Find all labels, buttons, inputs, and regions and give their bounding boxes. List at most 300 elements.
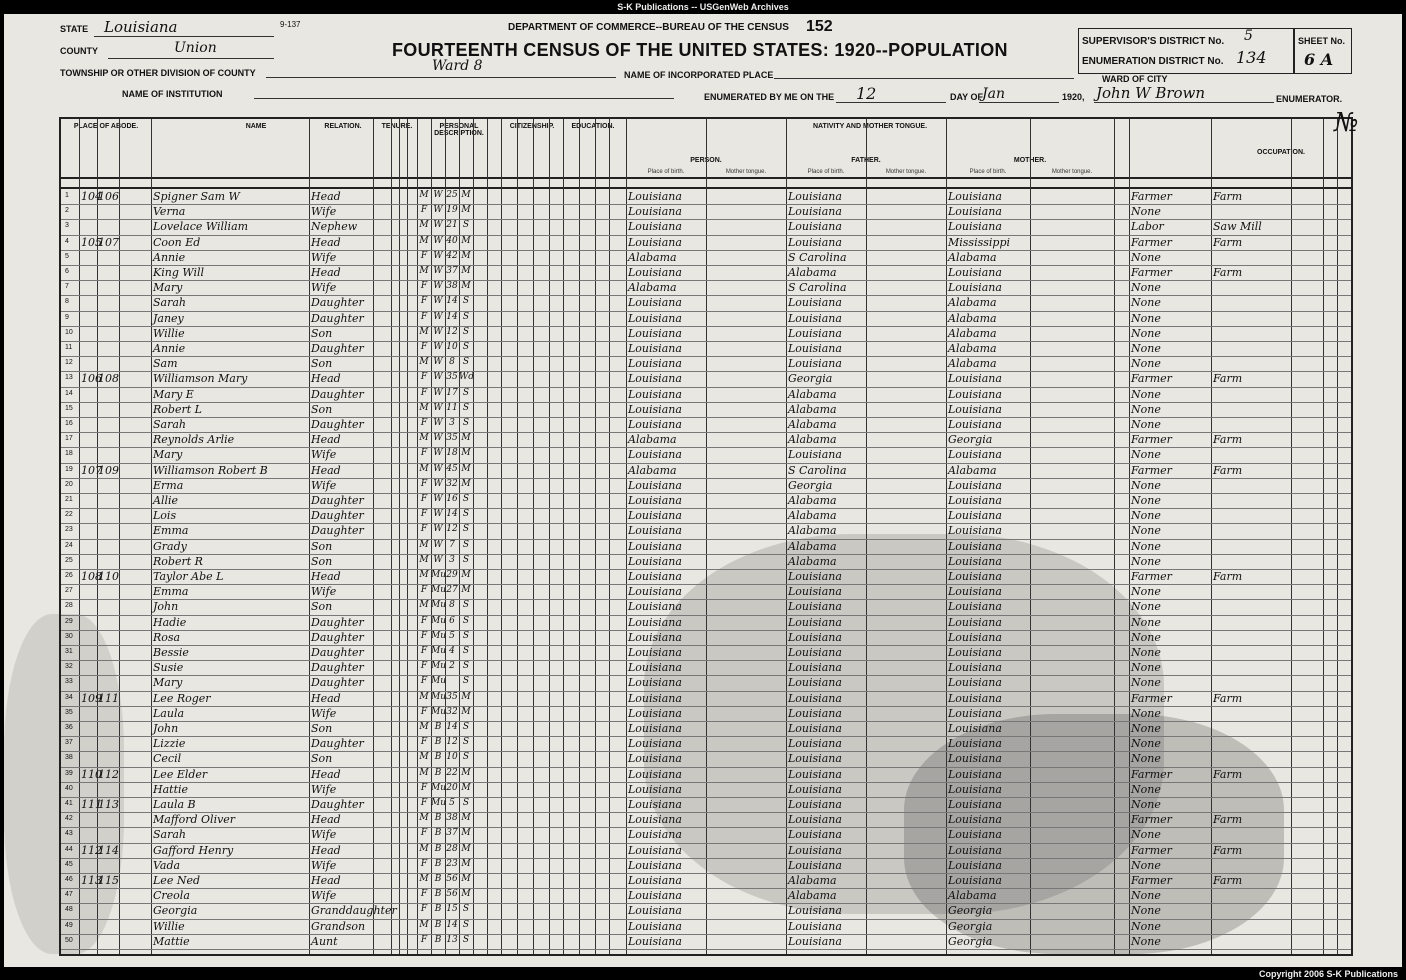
cell-mpob: Louisiana bbox=[948, 676, 1002, 690]
cell-mpob: Louisiana bbox=[948, 813, 1002, 827]
cell-race: Mu bbox=[431, 600, 447, 611]
cell-ms: S bbox=[462, 296, 470, 307]
cell-occ: Farmer bbox=[1131, 691, 1172, 705]
cell-mpob: Louisiana bbox=[948, 418, 1002, 431]
cell-fpob: Louisiana bbox=[788, 843, 842, 857]
cell-race: Mu bbox=[431, 798, 447, 808]
cell-occ: None bbox=[1131, 205, 1161, 219]
form-number: 9-137 bbox=[280, 20, 301, 29]
group-citizenship: CITIZENSHIP. bbox=[509, 123, 555, 130]
cell-sex: F bbox=[420, 798, 428, 808]
person-tongue-label: Mother tongue. bbox=[725, 169, 767, 175]
cell-fpob: Louisiana bbox=[788, 737, 842, 751]
cell-pob: Alabama bbox=[628, 433, 677, 447]
cell-fam: 109 bbox=[98, 463, 119, 477]
line-number: 4 bbox=[65, 237, 69, 245]
cell-name: Sam bbox=[153, 357, 178, 371]
cell-name: Willie bbox=[153, 919, 185, 933]
cell-sex: F bbox=[420, 205, 428, 216]
cell-rel: Son bbox=[311, 722, 333, 735]
cell-name: Mattie bbox=[153, 934, 190, 948]
cell-pob: Louisiana bbox=[628, 311, 682, 325]
cell-age: 3 bbox=[449, 418, 455, 428]
cell-fpob: S Carolina bbox=[788, 250, 847, 264]
cell-age: 6 bbox=[449, 615, 455, 626]
cell-fpob: Louisiana bbox=[788, 676, 842, 690]
cell-fpob: S Carolina bbox=[788, 463, 847, 477]
cell-age: 7 bbox=[449, 539, 455, 550]
line-number: 21 bbox=[65, 496, 73, 503]
cell-ind: Farm bbox=[1213, 235, 1243, 249]
cell-ms: S bbox=[462, 539, 470, 550]
cell-age: 12 bbox=[446, 524, 458, 535]
cell-age: 12 bbox=[446, 326, 458, 337]
cell-sex: M bbox=[419, 190, 429, 200]
cell-occ: None bbox=[1131, 326, 1161, 340]
cell-race: B bbox=[434, 722, 442, 732]
cell-pob: Louisiana bbox=[628, 524, 682, 538]
cell-mpob: Louisiana bbox=[948, 782, 1002, 796]
cell-rel: Daughter bbox=[311, 296, 364, 310]
cell-name: Lizzie bbox=[153, 737, 186, 751]
cell-occ: None bbox=[1131, 478, 1161, 492]
cell-pob: Louisiana bbox=[628, 722, 682, 735]
cell-name: Mary bbox=[153, 448, 183, 462]
cell-ms: S bbox=[462, 494, 470, 504]
cell-occ: None bbox=[1131, 752, 1161, 766]
line-number: 30 bbox=[65, 632, 73, 640]
cell-age: 14 bbox=[446, 919, 458, 930]
cell-race: W bbox=[433, 509, 443, 520]
line-number: 28 bbox=[65, 602, 73, 610]
cell-occ: None bbox=[1131, 706, 1161, 720]
cell-age: 17 bbox=[446, 387, 458, 398]
cell-rel: Daughter bbox=[311, 798, 364, 811]
cell-age: 18 bbox=[446, 448, 458, 459]
enumerator-label: ENUMERATOR. bbox=[1276, 94, 1343, 104]
cell-pob: Louisiana bbox=[628, 448, 682, 462]
cell-ind: Farm bbox=[1213, 433, 1243, 447]
cell-occ: None bbox=[1131, 585, 1161, 599]
cell-ms: S bbox=[462, 661, 470, 672]
cell-fpob: Alabama bbox=[788, 889, 837, 903]
cell-age: 45 bbox=[446, 463, 458, 474]
cell-name: Lovelace William bbox=[153, 220, 249, 234]
cell-sex: M bbox=[419, 874, 429, 884]
cell-dw: 105 bbox=[81, 235, 102, 249]
cell-race: W bbox=[433, 235, 443, 246]
institution-label: NAME OF INSTITUTION bbox=[122, 89, 223, 99]
line-number: 13 bbox=[65, 374, 73, 382]
cell-sex: F bbox=[420, 296, 428, 307]
cell-ind: Farm bbox=[1213, 372, 1243, 386]
cell-sex: F bbox=[420, 448, 428, 459]
cell-occ: None bbox=[1131, 630, 1161, 644]
cell-mpob: Louisiana bbox=[948, 585, 1002, 599]
cell-pob: Louisiana bbox=[628, 326, 682, 340]
cell-rel: Daughter bbox=[311, 737, 364, 751]
cell-mpob: Alabama bbox=[948, 889, 997, 903]
cell-ms: M bbox=[461, 858, 471, 869]
cell-pob: Louisiana bbox=[628, 646, 682, 659]
line-number: 40 bbox=[65, 784, 73, 792]
cell-fpob: Louisiana bbox=[788, 828, 842, 842]
cell-pob: Louisiana bbox=[628, 478, 682, 492]
cell-name: Lee Elder bbox=[153, 767, 208, 781]
enumerated-day: 12 bbox=[856, 84, 877, 103]
line-number: 26 bbox=[65, 572, 73, 579]
cell-name: Cecil bbox=[153, 752, 182, 766]
cell-ms: S bbox=[462, 311, 470, 322]
cell-occ: None bbox=[1131, 798, 1161, 811]
cell-race: W bbox=[433, 372, 443, 383]
cell-mpob: Louisiana bbox=[948, 387, 1002, 401]
group-father: FATHER. bbox=[851, 157, 881, 164]
group-education: EDUCATION. bbox=[571, 123, 615, 130]
cell-mpob: Louisiana bbox=[948, 524, 1002, 538]
cell-sex: F bbox=[420, 630, 428, 641]
cell-fpob: Alabama bbox=[788, 402, 837, 416]
cell-name: Sarah bbox=[153, 296, 186, 310]
margin-mark: № bbox=[1334, 108, 1359, 138]
cell-fpob: Louisiana bbox=[788, 342, 842, 355]
column-rule bbox=[563, 119, 564, 954]
cell-name: Robert L bbox=[153, 402, 202, 416]
cell-rel: Granddaughter bbox=[311, 904, 397, 918]
enumerated-month: Jan bbox=[982, 86, 1005, 102]
cell-name: Creola bbox=[153, 889, 190, 903]
cell-fpob: Alabama bbox=[788, 266, 837, 279]
line-number: 43 bbox=[65, 830, 73, 838]
cell-sex: F bbox=[420, 828, 428, 839]
township-label: TOWNSHIP OR OTHER DIVISION OF COUNTY bbox=[60, 68, 256, 78]
cell-name: Bessie bbox=[153, 646, 189, 659]
cell-rel: Wife bbox=[311, 478, 337, 492]
line-number: 44 bbox=[65, 845, 73, 853]
cell-ind: Farm bbox=[1213, 691, 1243, 705]
cell-name: Annie bbox=[153, 342, 186, 355]
cell-rel: Wife bbox=[311, 782, 337, 796]
cell-rel: Son bbox=[311, 554, 333, 568]
cell-pob: Louisiana bbox=[628, 904, 682, 918]
cell-race: B bbox=[434, 858, 442, 869]
cell-occ: None bbox=[1131, 782, 1161, 796]
cell-sex: M bbox=[419, 433, 429, 444]
cell-rel: Daughter bbox=[311, 524, 364, 538]
column-rule bbox=[1030, 119, 1031, 954]
cell-ind: Farm bbox=[1213, 813, 1243, 827]
cell-race: W bbox=[433, 357, 443, 368]
cell-race: B bbox=[434, 767, 442, 778]
cell-pob: Louisiana bbox=[628, 615, 682, 629]
cell-age: 14 bbox=[446, 311, 458, 322]
cell-fpob: Alabama bbox=[788, 874, 837, 887]
cell-ms: M bbox=[461, 828, 471, 839]
cell-pob: Louisiana bbox=[628, 570, 682, 583]
line-number: 24 bbox=[65, 541, 73, 549]
county-label: COUNTY bbox=[60, 46, 98, 56]
cell-occ: Farmer bbox=[1131, 433, 1172, 447]
cell-ms: S bbox=[462, 934, 470, 945]
cell-occ: None bbox=[1131, 402, 1161, 416]
cell-pob: Louisiana bbox=[628, 752, 682, 766]
cell-occ: None bbox=[1131, 919, 1161, 933]
cell-pob: Louisiana bbox=[628, 418, 682, 431]
cell-fpob: Louisiana bbox=[788, 782, 842, 796]
cell-occ: None bbox=[1131, 418, 1161, 431]
cell-rel: Head bbox=[311, 767, 341, 781]
cell-ms: S bbox=[462, 342, 470, 352]
cell-race: W bbox=[433, 494, 443, 504]
cell-occ: None bbox=[1131, 646, 1161, 659]
line-number: 23 bbox=[65, 526, 73, 534]
cell-rel: Daughter bbox=[311, 615, 364, 629]
cell-fpob: Louisiana bbox=[788, 706, 842, 720]
cell-fpob: Alabama bbox=[788, 509, 837, 523]
cell-race: Mu bbox=[431, 615, 447, 626]
cell-age: 35 bbox=[446, 433, 458, 444]
cell-age: 4 bbox=[449, 646, 455, 656]
cell-rel: Head bbox=[311, 874, 341, 887]
column-rule bbox=[119, 119, 120, 954]
cell-ind: Farm bbox=[1213, 463, 1243, 477]
line-number: 48 bbox=[65, 906, 73, 914]
cell-rel: Daughter bbox=[311, 342, 364, 355]
cell-occ: None bbox=[1131, 889, 1161, 903]
cell-mpob: Louisiana bbox=[948, 615, 1002, 629]
column-rule bbox=[866, 119, 867, 954]
column-rule bbox=[151, 119, 152, 954]
cell-occ: None bbox=[1131, 448, 1161, 462]
cell-ms: S bbox=[462, 600, 470, 611]
cell-occ: None bbox=[1131, 357, 1161, 371]
cell-sex: M bbox=[419, 220, 429, 231]
cell-occ: None bbox=[1131, 676, 1161, 690]
cell-age: 40 bbox=[446, 235, 458, 246]
cell-dw: 108 bbox=[81, 570, 102, 583]
column-rule bbox=[407, 119, 408, 954]
cell-ms: S bbox=[462, 220, 470, 231]
cell-mpob: Louisiana bbox=[948, 220, 1002, 234]
column-rule bbox=[533, 119, 534, 954]
cell-race: W bbox=[433, 554, 443, 565]
cell-ms: M bbox=[461, 205, 471, 216]
cell-ms: S bbox=[462, 676, 470, 687]
cell-fpob: Louisiana bbox=[788, 448, 842, 462]
cell-sex: M bbox=[419, 752, 429, 763]
cell-race: W bbox=[433, 342, 443, 352]
cell-race: Mu bbox=[431, 691, 447, 702]
cell-fpob: Alabama bbox=[788, 494, 837, 507]
line-number: 45 bbox=[65, 860, 73, 868]
group-occupation: OCCUPATION. bbox=[1257, 149, 1305, 156]
cell-ms: M bbox=[461, 281, 471, 292]
cell-occ: Farmer bbox=[1131, 874, 1172, 887]
cell-name: Hattie bbox=[153, 782, 189, 796]
cell-rel: Head bbox=[311, 691, 341, 705]
column-rule bbox=[309, 119, 310, 954]
cell-age: 37 bbox=[446, 828, 458, 839]
cell-fpob: Louisiana bbox=[788, 691, 842, 705]
cell-occ: None bbox=[1131, 281, 1161, 295]
cell-fam: 111 bbox=[98, 691, 119, 705]
cell-race: W bbox=[433, 463, 443, 474]
cell-rel: Head bbox=[311, 266, 341, 279]
cell-mpob: Louisiana bbox=[948, 691, 1002, 705]
cell-sex: F bbox=[420, 311, 428, 322]
cell-age: 14 bbox=[446, 509, 458, 520]
cell-age: 35 bbox=[446, 691, 458, 702]
mother-pob-label: Place of birth. bbox=[969, 169, 1007, 175]
cell-race: B bbox=[434, 889, 442, 900]
cell-fam: 108 bbox=[98, 372, 119, 386]
cell-ms: M bbox=[461, 874, 471, 884]
cell-sex: M bbox=[419, 919, 429, 930]
cell-mpob: Louisiana bbox=[948, 600, 1002, 614]
cell-occ: None bbox=[1131, 934, 1161, 948]
cell-mpob: Louisiana bbox=[948, 843, 1002, 857]
cell-sex: F bbox=[420, 737, 428, 748]
line-number: 49 bbox=[65, 921, 73, 929]
cell-occ: None bbox=[1131, 600, 1161, 614]
cell-sex: M bbox=[419, 600, 429, 611]
cell-fpob: Louisiana bbox=[788, 326, 842, 340]
cell-fpob: Georgia bbox=[788, 478, 833, 492]
cell-ms: M bbox=[461, 570, 471, 580]
cell-fpob: Georgia bbox=[788, 372, 833, 386]
cell-ms: S bbox=[462, 524, 470, 535]
cell-rel: Wife bbox=[311, 828, 337, 842]
cell-ms: M bbox=[461, 266, 471, 276]
cell-age: 21 bbox=[446, 220, 458, 231]
cell-rel: Daughter bbox=[311, 676, 364, 690]
cell-pob: Louisiana bbox=[628, 782, 682, 796]
cell-age: 25 bbox=[446, 190, 458, 200]
cell-fpob: Louisiana bbox=[788, 722, 842, 735]
line-number: 37 bbox=[65, 739, 73, 747]
cell-race: B bbox=[434, 752, 442, 763]
cell-rel: Nephew bbox=[311, 220, 358, 234]
cell-ms: S bbox=[462, 752, 470, 763]
cell-age: 38 bbox=[446, 281, 458, 292]
cell-age: 38 bbox=[446, 813, 458, 824]
cell-name: Mary bbox=[153, 676, 183, 690]
cell-race: W bbox=[433, 418, 443, 428]
cell-ms: S bbox=[462, 919, 470, 930]
cell-pob: Louisiana bbox=[628, 843, 682, 857]
cell-pob: Louisiana bbox=[628, 220, 682, 234]
cell-ind: Farm bbox=[1213, 874, 1243, 887]
cell-mpob: Louisiana bbox=[948, 205, 1002, 219]
line-number: 38 bbox=[65, 754, 73, 762]
cell-rel: Grandson bbox=[311, 919, 366, 933]
cell-ms: S bbox=[462, 904, 470, 915]
column-rule bbox=[786, 119, 787, 954]
cell-sex: M bbox=[419, 843, 429, 854]
line-number: 22 bbox=[65, 511, 73, 519]
cell-sex: M bbox=[419, 539, 429, 550]
cell-pob: Louisiana bbox=[628, 235, 682, 249]
cell-ms: S bbox=[462, 554, 470, 565]
cell-rel: Head bbox=[311, 463, 341, 477]
cell-ms: M bbox=[461, 235, 471, 246]
cell-ms: S bbox=[462, 357, 470, 368]
cell-fpob: Louisiana bbox=[788, 190, 842, 203]
cell-rel: Head bbox=[311, 813, 341, 827]
line-number: 19 bbox=[65, 465, 73, 473]
cell-name: Willie bbox=[153, 326, 185, 340]
cell-name: Mary E bbox=[153, 387, 194, 401]
cell-occ: Farmer bbox=[1131, 570, 1172, 583]
cell-occ: None bbox=[1131, 858, 1161, 872]
cell-mpob: Louisiana bbox=[948, 281, 1002, 295]
cell-age: 32 bbox=[446, 706, 458, 717]
cell-ms: M bbox=[461, 782, 471, 793]
cell-mpob: Georgia bbox=[948, 934, 993, 948]
cell-sex: F bbox=[420, 372, 428, 383]
cell-ms: S bbox=[462, 615, 470, 626]
cell-race: B bbox=[434, 904, 442, 915]
cell-occ: None bbox=[1131, 828, 1161, 842]
cell-race: W bbox=[433, 478, 443, 489]
column-rule bbox=[549, 119, 550, 954]
cell-pob: Alabama bbox=[628, 281, 677, 295]
cell-rel: Son bbox=[311, 357, 333, 371]
cell-sex: M bbox=[419, 554, 429, 565]
cell-name: Sarah bbox=[153, 828, 186, 842]
cell-race: Mu bbox=[431, 646, 447, 656]
cell-race: W bbox=[433, 205, 443, 216]
line-number: 32 bbox=[65, 663, 73, 671]
cell-mpob: Mississippi bbox=[948, 235, 1010, 249]
person-pob-label: Place of birth. bbox=[647, 169, 685, 175]
column-rule bbox=[609, 119, 610, 954]
cell-ind: Farm bbox=[1213, 767, 1243, 781]
cell-occ: None bbox=[1131, 615, 1161, 629]
cell-name: Erma bbox=[153, 478, 184, 492]
department: DEPARTMENT OF COMMERCE--BUREAU OF THE CENSUS bbox=[508, 22, 789, 33]
cell-age: 8 bbox=[449, 600, 455, 611]
cell-fpob: Louisiana bbox=[788, 235, 842, 249]
cell-name: Gafford Henry bbox=[153, 843, 234, 857]
cell-ms: M bbox=[461, 843, 471, 854]
column-rule bbox=[501, 119, 502, 954]
cell-name: Mary bbox=[153, 281, 183, 295]
line-number: 12 bbox=[65, 359, 73, 367]
cell-race: Mu bbox=[431, 661, 447, 672]
cell-name: Lee Roger bbox=[153, 691, 211, 705]
cell-race: B bbox=[434, 737, 442, 748]
cell-name: Rosa bbox=[153, 630, 181, 644]
cell-sex: F bbox=[420, 509, 428, 520]
township-value: Ward 8 bbox=[432, 58, 483, 74]
cell-occ: None bbox=[1131, 554, 1161, 568]
cell-ms: M bbox=[461, 691, 471, 702]
cell-sex: F bbox=[420, 934, 428, 945]
cell-rel: Wife bbox=[311, 858, 337, 872]
cell-ms: S bbox=[462, 630, 470, 641]
cell-sex: M bbox=[419, 570, 429, 580]
cell-fpob: Louisiana bbox=[788, 858, 842, 872]
sheet-label: SHEET No. bbox=[1298, 36, 1346, 46]
group-tenure: TENURE. bbox=[381, 123, 413, 130]
cell-fpob: Louisiana bbox=[788, 570, 842, 583]
cell-rel: Son bbox=[311, 326, 333, 340]
cell-name: John bbox=[153, 600, 179, 614]
cell-occ: None bbox=[1131, 296, 1161, 310]
cell-mpob: Alabama bbox=[948, 250, 997, 264]
cell-ind: Saw Mill bbox=[1213, 220, 1262, 234]
